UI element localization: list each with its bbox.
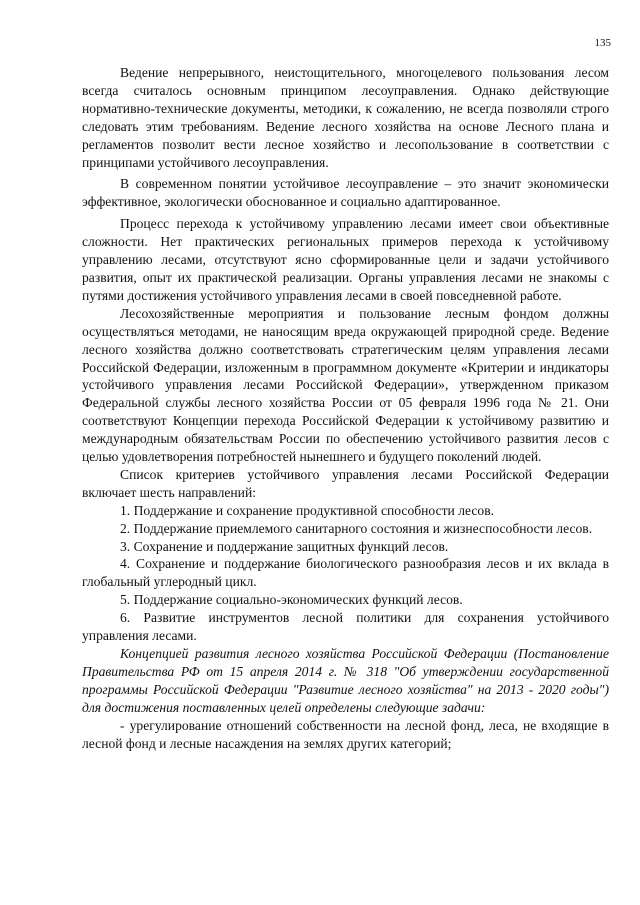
- task-item-1: - урегулирование отношений собственности на лесной фонд, леса, не входящие в лесной фонд и лесные насаждения на землях других категорий;: [82, 717, 609, 751]
- list-item-6: 6. Развитие инструментов лесной политики для сохранения устойчивого управления лесами.: [82, 610, 609, 644]
- paragraph-1: Ведение непрерывного, неистощительного, многоцелевого пользования лесом всегда считалось основным принципом лесоуправления. Однако действующие нормативно-технические документы, методики, к сожалению, не всегда позволяли строго следовать этим требованиям. Ведение лесного хозяйства на основе Лесного плана и регламентов позволит вести лесное хозяйство и лесопользование в соответствии с принципами устойчивого лесоуправления.: [82, 65, 609, 170]
- list-item-3: 3. Сохранение и поддержание защитных функций лесов.: [120, 538, 449, 554]
- list-item-4: 4. Сохранение и поддержание биологического разнообразия лесов и их вклада в глобальный углеродный цикл.: [82, 556, 609, 590]
- paragraph-2: В современном понятии устойчивое лесоуправление – это значит экономически эффективное, экологически обоснованное и социально адаптированное.: [82, 176, 609, 210]
- list-item-5: 5. Поддержание социально-экономических функций лесов.: [120, 592, 463, 608]
- page-number: 135: [594, 37, 611, 49]
- paragraph-5: Список критериев устойчивого управления лесами Российской Федерации включает шесть направлений:: [82, 466, 609, 500]
- paragraph-3: Процесс перехода к устойчивому управлению лесами имеет свои объективные сложности. Нет практических региональных примеров перехода к устойчивому управлению лесами, отсутствуют ясно сформированные цели и задачи устойчивого развития, опыт их практической реализации. Органы управления лесами не знакомы с путями достижения устойчивого управления лесами в своей повседневной работе.: [82, 216, 609, 303]
- list-item-2: 2. Поддержание приемлемого санитарного состояния и жизнеспособности лесов.: [120, 520, 593, 536]
- body-text: [82, 64, 609, 752]
- paragraph-4: Лесохозяйственные мероприятия и пользование лесным фондом должны осуществляться методами, не наносящим вреда окружающей природной среде. Ведение лесного хозяйства должно соответствовать стратегическим целям управления лесами Российской Федерации, изложенным в программном документе «Критерии и индикаторы устойчивого управления лесами Российской Федерации», утвержденном приказом Федеральной службы лесного хозяйства России от 05 февраля 1996 года № 21. Они соответствуют Концепции перехода Российской Федерации к устойчивому развитию и международным обязательствам России по обеспечению устойчивого развития лесов с целью удовлетворения потребностей нынешнего и будущего поколений людей.: [82, 305, 609, 465]
- list-item-1: 1. Поддержание и сохранение продуктивной способности лесов.: [120, 502, 495, 518]
- concept-paragraph: Концепцией развития лесного хозяйства Российской Федерации (Постановление Правительства РФ от 15 апреля 2014 г. № 318 "Об утверждении государственной программы Российской Федерации "Развитие лесного хозяйства" на 2013 - 2020 годы") для достижения поставленных целей определены следующие задачи:: [82, 646, 609, 715]
